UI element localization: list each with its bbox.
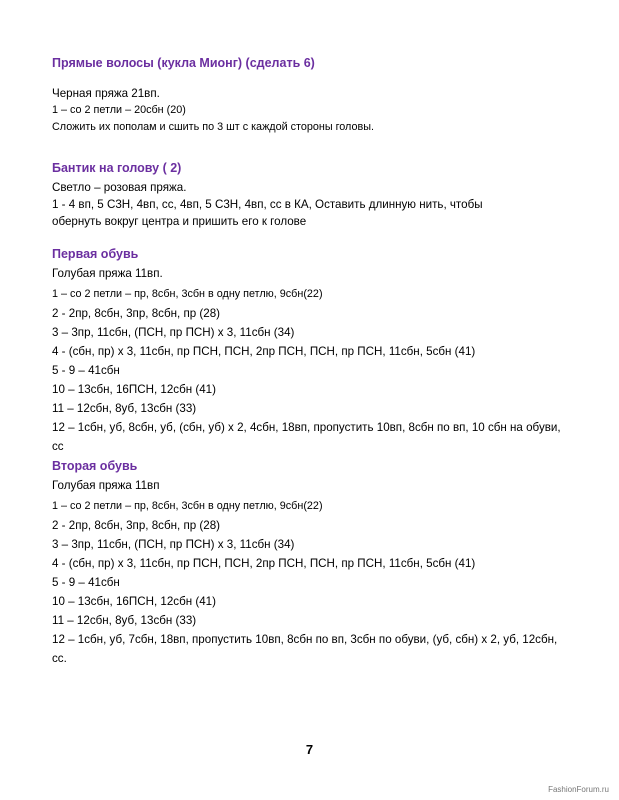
text-line: 3 – 3пр, 11сбн, (ПСН, пр ПСН) х 3, 11сбн (34): [52, 538, 295, 551]
section-bow: [52, 160, 572, 230]
text-line: Сложить их пополам и сшить по 3 шт с каждой стороны головы.: [52, 121, 374, 133]
text-line: 1 - 4 вп, 5 С3Н, 4вп, сс, 4вп, 5 С3Н, 4вп, сс в КА, Оставить длинную нить, чтобы обернуть вокруг центра и пришить его к голове: [52, 198, 483, 228]
text-line: 5 - 9 – 41сбн: [52, 364, 120, 377]
text-line: 12 – 1сбн, уб, 7сбн, 18вп, пропустить 10вп, 8сбн по вп, 3сбн по обуви, (уб, сбн) х 2, уб, 12сбн, сс.: [52, 633, 558, 665]
section-second-shoe: [52, 458, 572, 668]
text-line: 1 – со 2 петли – 20сбн (20): [52, 104, 186, 116]
text-line: 2 - 2пр, 8сбн, 3пр, 8сбн, пр (28): [52, 519, 221, 532]
section-heading: Прямые волосы (кукла Мионг) (сделать 6): [52, 56, 315, 70]
text-line: 2 - 2пр, 8сбн, 3пр, 8сбн, пр (28): [52, 307, 221, 320]
section-heading: Бантик на голову ( 2): [52, 161, 182, 175]
watermark: FashionForum.ru: [548, 785, 609, 794]
page-number: 7: [305, 742, 314, 757]
section-straight-hair: [52, 55, 572, 136]
text-line: 5 - 9 – 41сбн: [52, 576, 120, 589]
text-line: 1 – со 2 петли – пр, 8сбн, 3сбн в одну петлю, 9сбн(22): [52, 288, 323, 300]
text-line: 12 – 1сбн, уб, 8сбн, уб, (сбн, уб) х 2, 4сбн, 18вп, пропустить 10вп, 8сбн по вп, 10 сбн на обуви, сс: [52, 421, 561, 453]
section-heading: Первая обувь: [52, 247, 139, 261]
text-line: 11 – 12сбн, 8уб, 13сбн (33): [52, 614, 197, 627]
text-line: Светло – розовая пряжа.: [52, 181, 187, 194]
section-heading: Вторая обувь: [52, 459, 138, 473]
text-line: 10 – 13сбн, 16ПСН, 12сбн (41): [52, 595, 216, 608]
text-line: 10 – 13сбн, 16ПСН, 12сбн (41): [52, 383, 216, 396]
text-line: Голубая пряжа 11вп: [52, 479, 160, 492]
section-first-shoe: [52, 246, 572, 456]
text-line: 1 – со 2 петли – пр, 8сбн, 3сбн в одну петлю, 9сбн(22): [52, 500, 323, 512]
text-line: Черная пряжа 21вп.: [52, 87, 160, 100]
text-line: 4 - (сбн, пр) х 3, 11сбн, пр ПСН, ПСН, 2пр ПСН, ПСН, пр ПСН, 11сбн, 5сбн (41): [52, 557, 476, 570]
text-line: 3 – 3пр, 11сбн, (ПСН, пр ПСН) х 3, 11сбн (34): [52, 326, 295, 339]
text-line: Голубая пряжа 11вп.: [52, 267, 163, 280]
text-line: 4 - (сбн, пр) х 3, 11сбн, пр ПСН, ПСН, 2пр ПСН, ПСН, пр ПСН, 11сбн, 5сбн (41): [52, 345, 476, 358]
text-line: 11 – 12сбн, 8уб, 13сбн (33): [52, 402, 197, 415]
